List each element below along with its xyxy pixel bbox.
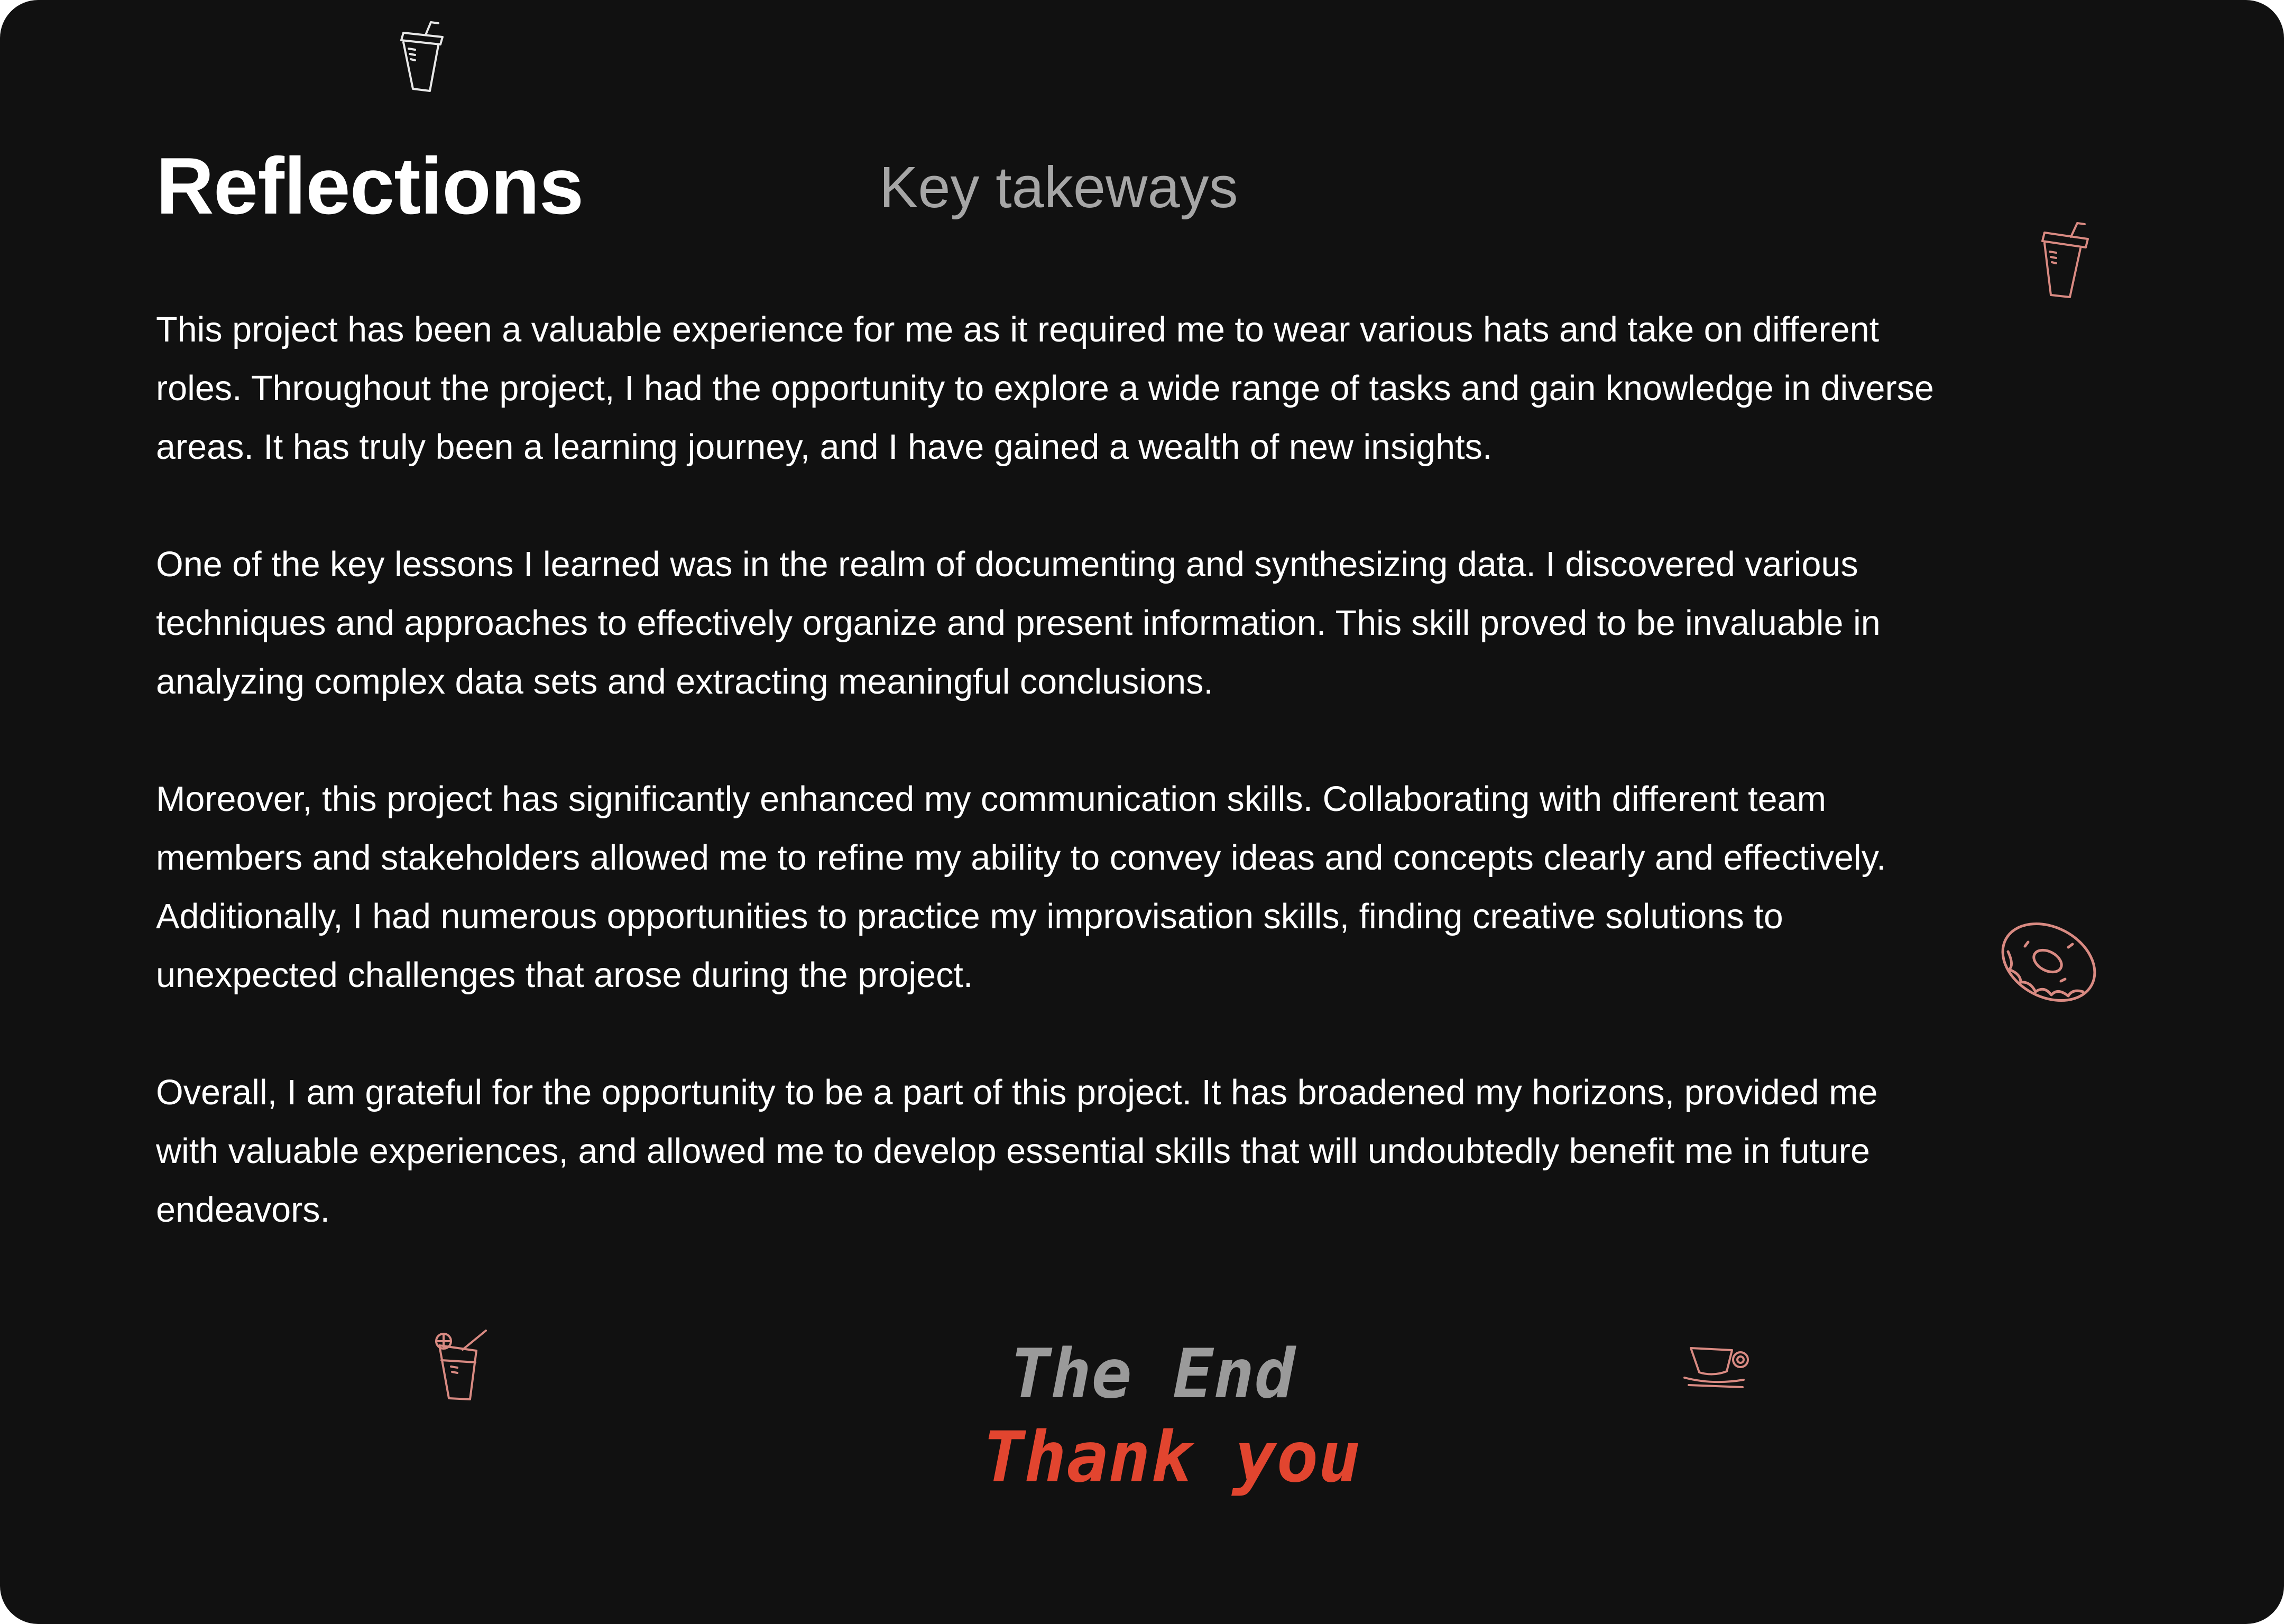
paragraph-4 xyxy=(156,1064,2102,1240)
thank-you-text: Thank you xyxy=(982,1417,1361,1498)
paragraph-line: roles. Throughout the project, I had the opportunity to explore a wide range of tasks and gain knowledge in diverse xyxy=(156,369,1934,408)
reflection-body xyxy=(156,301,2102,1298)
paragraph-2 xyxy=(156,536,2102,712)
paragraph-line: members and stakeholders allowed me to refine my ability to convey ideas and concepts clearly and effectively. xyxy=(156,838,1886,878)
the-end-text: The End xyxy=(1010,1335,1295,1414)
paragraph-line: Moreover, this project has significantly enhanced my communication skills. Collaborating with different team xyxy=(156,780,1827,819)
paragraph-line: endeavors. xyxy=(156,1191,330,1230)
lemonade-glass-icon xyxy=(431,1330,494,1409)
paragraph-line: Overall, I am grateful for the opportunity to be a part of this project. It has broadened my horizons, provided me xyxy=(156,1073,1878,1112)
paragraph-line: analyzing complex data sets and extracting meaningful conclusions. xyxy=(156,662,1213,702)
paragraph-line: One of the key lessons I learned was in the realm of documenting and synthesizing data. I discovered various xyxy=(156,545,1858,584)
paragraph-3 xyxy=(156,770,2102,1005)
iced-drink-cup-icon xyxy=(2033,222,2096,301)
coffee-cup-icon xyxy=(1681,1337,1755,1396)
paragraph-line: unexpected challenges that arose during the project. xyxy=(156,956,973,995)
paragraph-line: areas. It has truly been a learning journey, and I have gained a wealth of new insights. xyxy=(156,428,1493,467)
paragraph-line: with valuable experiences, and allowed me to develop essential skills that will undoubtedly benefit me in future xyxy=(156,1132,1870,1171)
page-subtitle: Key takeways xyxy=(879,155,1238,220)
donut-icon xyxy=(1993,915,2104,1010)
paragraph-line: techniques and approaches to effectively organize and present information. This skill proved to be invaluable in xyxy=(156,604,1881,643)
paragraph-1 xyxy=(156,301,2102,477)
paragraph-line: Additionally, I had numerous opportunities to practice my improvisation skills, finding creative solutions to xyxy=(156,897,1783,936)
page-title: Reflections xyxy=(156,141,584,231)
paragraph-line: This project has been a valuable experience for me as it required me to wear various hats and take on different xyxy=(156,310,1880,349)
iced-drink-cup-icon xyxy=(394,21,452,95)
